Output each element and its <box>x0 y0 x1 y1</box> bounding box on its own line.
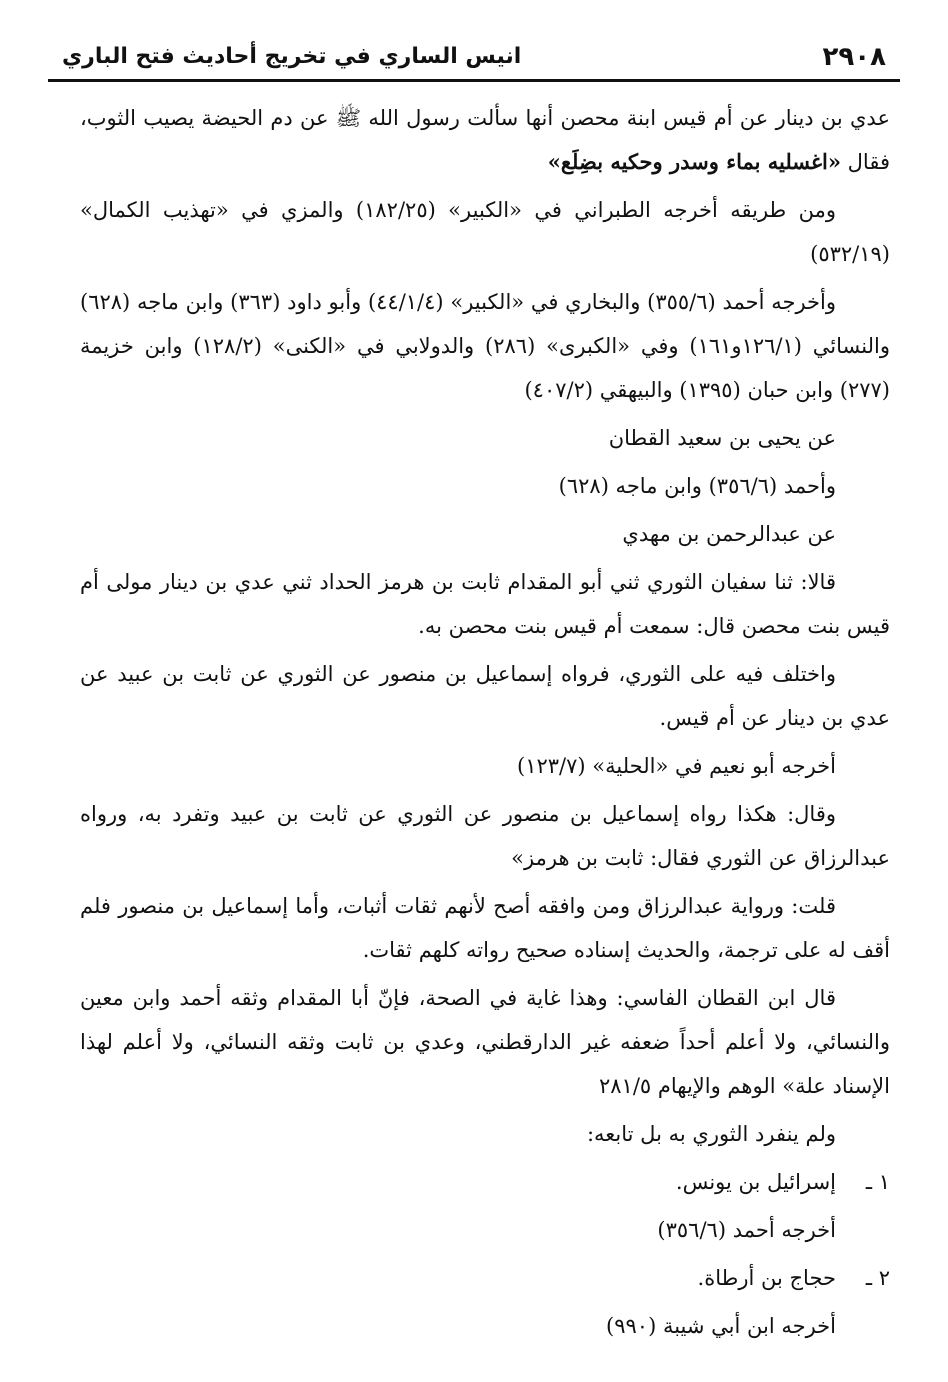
paragraph: وأخرجه أحمد (٣٥٥/٦) والبخاري في «الكبير» (٤٤/١/٤) وأبو داود (٣٦٣) وابن ماجه (٦٢٨) والنسائي (١٢٦/١و١٦١) وفي «الكبرى» (٢٨٦) والدولابي في «الكنى» (١٢٨/٢) وابن خزيمة (٢٧٧) وابن حبان (١٣٩٥) والبيهقي (٤٠٧/٢) <box>80 290 890 402</box>
hadith-text: «اغسليه بماء وسدر وحكيه بضِلَع» <box>547 149 841 174</box>
paragraph: عن يحيى بن سعيد القطان <box>608 426 836 450</box>
paragraph: ومن طريقه أخرجه الطبراني في «الكبير» (١٨٢/٢٥) والمزي في «تهذيب الكمال» (٥٣٢/١٩) <box>80 198 890 266</box>
paragraph-text: عدي بن دينار عن أم قيس ابنة محصن أنها سألت رسول الله ﷺ عن دم الحيضة يصيب الثوب، فقال <box>80 106 890 174</box>
list-item-text: حجاج بن أرطاة. <box>697 1266 836 1290</box>
page-header <box>48 38 900 82</box>
paragraph: قالا: ثنا سفيان الثوري ثني أبو المقدام ثابت بن هرمز الحداد ثني عدي بن دينار مولى أم قيس بنت محصن قال: سمعت أم قيس بنت محصن به. <box>80 570 890 638</box>
list-item <box>80 1256 890 1300</box>
paragraph: وقال: هكذا رواه إسماعيل بن منصور عن الثوري عن ثابت بن عبيد وتفرد به، ورواه عبدالرزاق عن الثوري فقال: ثابت بن هرمز» <box>80 802 890 870</box>
paragraph: واختلف فيه على الثوري، فرواه إسماعيل بن منصور عن الثوري عن ثابت بن عبيد عن عدي بن دينار عن أم قيس. <box>80 662 890 730</box>
list-item-note: أخرجه ابن أبي شيبة (٩٩٠) <box>606 1314 836 1338</box>
paragraph: أخرجه أبو نعيم في «الحلية» (١٢٣/٧) <box>516 754 836 778</box>
paragraph: ولم ينفرد الثوري به بل تابعه: <box>586 1122 836 1146</box>
paragraph <box>80 96 890 184</box>
paragraph: قال ابن القطان الفاسي: وهذا غاية في الصحة، فإنّ أبا المقدام وثقه أحمد وابن معين والنسائي، ولا أعلم أحداً ضعفه غير الدارقطني، وعدي بن ثابت وثقه النسائي، ولا أعلم لهذا الإسناد علة» الوهم والإيهام ٢٨١/٥ <box>80 986 890 1098</box>
page-number: ٢٩٠٨ <box>822 41 886 72</box>
list-item-text: إسرائيل بن يونس. <box>675 1170 836 1194</box>
list-item <box>80 1160 890 1204</box>
paragraph: عن عبدالرحمن بن مهدي <box>622 522 836 546</box>
book-title: انيس الساري في تخريج أحاديث فتح الباري <box>62 44 522 69</box>
paragraph: قلت: ورواية عبدالرزاق ومن وافقه أصح لأنهم ثقات أثبات، وأما إسماعيل بن منصور فلم أقف له على ترجمة، والحديث إسناده صحيح رواته كلهم ثقات. <box>80 894 890 962</box>
page-body <box>80 96 890 1352</box>
list-item-note: أخرجه أحمد (٣٥٦/٦) <box>657 1218 836 1242</box>
list-item-number: ٢ ـ <box>865 1266 890 1290</box>
paragraph: وأحمد (٣٥٦/٦) وابن ماجه (٦٢٨) <box>558 474 836 498</box>
list-item-number: ١ ـ <box>865 1170 890 1194</box>
